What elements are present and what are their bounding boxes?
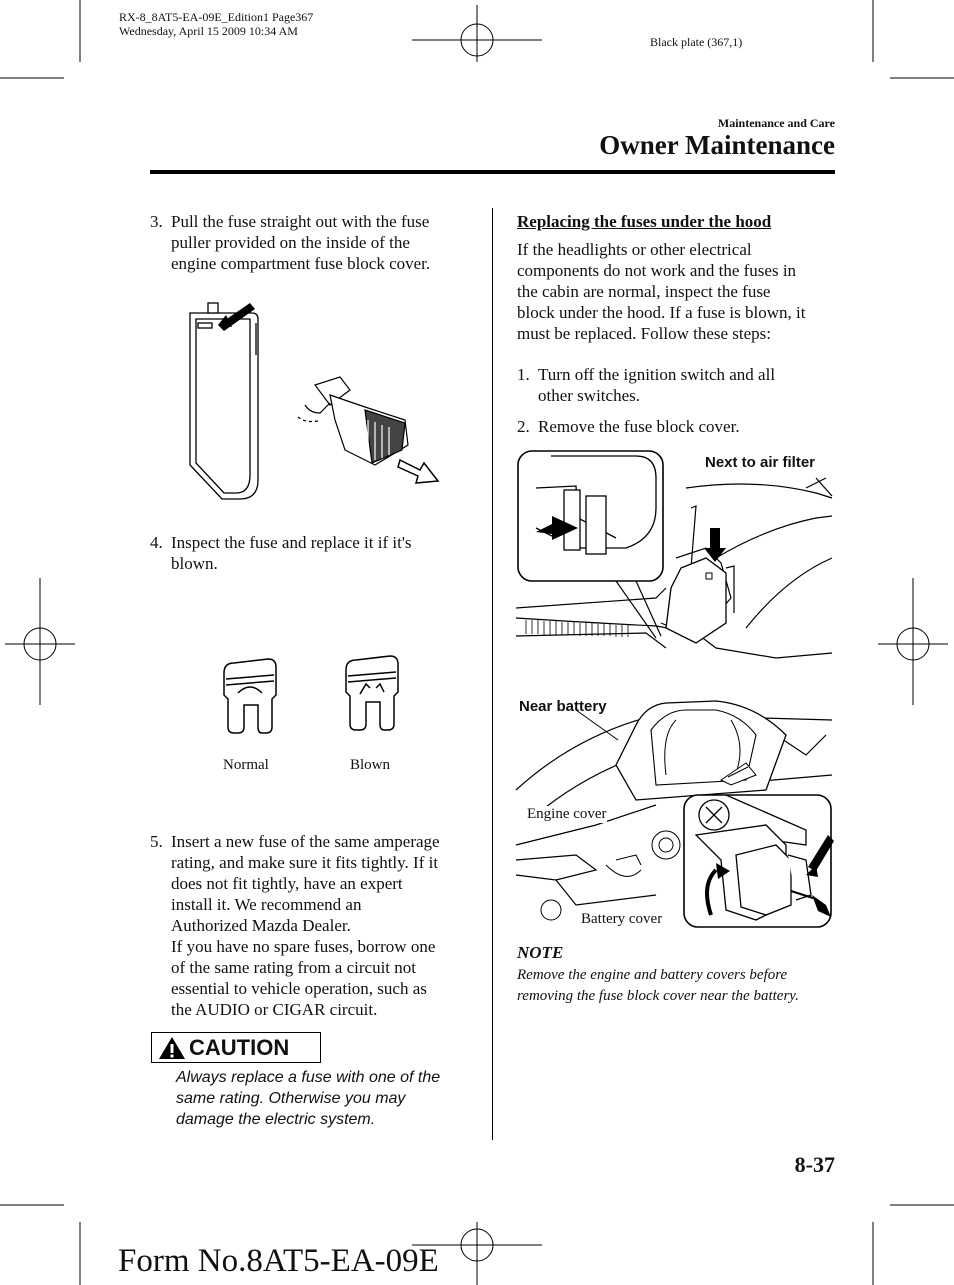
subsection-heading: Replacing the fuses under the hood bbox=[517, 212, 772, 231]
note-label: NOTE bbox=[517, 943, 564, 962]
step-5-line: of the same rating from a circuit not bbox=[171, 958, 416, 977]
step-3-number: 3. bbox=[150, 212, 163, 231]
label-engine-cover: Engine cover bbox=[527, 806, 607, 822]
print-job-line1: RX-8_8AT5-EA-09E_Edition1 Page367 bbox=[119, 10, 314, 24]
label-near-battery: Near battery bbox=[519, 698, 607, 715]
step-4-line: blown. bbox=[171, 554, 218, 573]
caution-line: damage the electric system. bbox=[176, 1111, 376, 1128]
section-category: Maintenance and Care bbox=[717, 116, 835, 130]
note-text bbox=[517, 965, 799, 1007]
step-4-line: Inspect the fuse and replace it if it's bbox=[171, 533, 412, 552]
intro-line: If the headlights or other electrical bbox=[517, 240, 752, 259]
label-battery-cover: Battery cover bbox=[581, 911, 663, 927]
step-1-line: Turn off the ignition switch and all bbox=[538, 365, 776, 384]
fuse-label-normal: Normal bbox=[223, 757, 269, 773]
registration-mark-right bbox=[878, 578, 948, 705]
step-3-line: puller provided on the inside of the bbox=[171, 233, 410, 252]
step-5-line: Insert a new fuse of the same amperage bbox=[171, 832, 440, 851]
label-next-to-air-filter: Next to air filter bbox=[705, 454, 816, 471]
note-line: removing the fuse block cover near the battery. bbox=[517, 988, 799, 1004]
intro-paragraph bbox=[517, 239, 847, 344]
fuse-puller-illustration bbox=[180, 295, 450, 505]
step-5-line: If you have no spare fuses, borrow one bbox=[171, 937, 436, 956]
step-5-number: 5. bbox=[150, 832, 163, 851]
step-5-line: does not fit tightly, have an expert bbox=[171, 874, 403, 893]
fuse-blown-illustration bbox=[342, 652, 402, 732]
step-4-number: 4. bbox=[150, 533, 163, 552]
fuse-label-blown: Blown bbox=[350, 757, 391, 773]
step-1-number: 1. bbox=[517, 365, 530, 384]
caution-box bbox=[151, 1032, 321, 1063]
page-number: 8-37 bbox=[794, 1152, 835, 1177]
step-2-number: 2. bbox=[517, 417, 530, 436]
intro-line: must be replaced. Follow these steps: bbox=[517, 324, 772, 343]
step-5-line: essential to vehicle operation, such as bbox=[171, 979, 427, 998]
column-divider bbox=[492, 208, 493, 1140]
print-job-info bbox=[119, 10, 313, 38]
step-5-line: rating, and make sure it fits tightly. If it bbox=[171, 853, 439, 872]
form-number: Form No.8AT5-EA-09E bbox=[118, 1243, 439, 1279]
note-line: Remove the engine and battery covers before bbox=[517, 967, 788, 983]
intro-line: block under the hood. If a fuse is blown, it bbox=[517, 303, 806, 322]
step-5-line: the AUDIO or CIGAR circuit. bbox=[171, 1000, 378, 1019]
warning-icon bbox=[158, 1036, 186, 1060]
intro-line: the cabin are normal, inspect the fuse bbox=[517, 282, 771, 301]
step-1-line: other switches. bbox=[538, 386, 640, 405]
step-5-line: Authorized Mazda Dealer. bbox=[171, 916, 351, 935]
header-rule bbox=[150, 170, 835, 174]
registration-mark-left bbox=[5, 578, 75, 705]
plate-info: Black plate (367,1) bbox=[650, 35, 743, 49]
intro-line: components do not work and the fuses in bbox=[517, 261, 797, 280]
caution-line: Always replace a fuse with one of the bbox=[176, 1069, 441, 1086]
registration-mark-top bbox=[412, 5, 542, 62]
step-5-line: install it. We recommend an bbox=[171, 895, 362, 914]
step-3-line: engine compartment fuse block cover. bbox=[171, 254, 431, 273]
section-title: Owner Maintenance bbox=[599, 130, 835, 160]
step-3-line: Pull the fuse straight out with the fuse bbox=[171, 212, 430, 231]
fuse-normal-illustration bbox=[220, 655, 280, 735]
caution-text bbox=[176, 1067, 440, 1130]
step-2-line: Remove the fuse block cover. bbox=[538, 417, 740, 436]
caution-label: CAUTION bbox=[189, 1035, 290, 1060]
caution-line: same rating. Otherwise you may bbox=[176, 1090, 406, 1107]
print-job-line2: Wednesday, April 15 2009 10:34 AM bbox=[119, 24, 298, 38]
fuse-block-air-filter-illustration bbox=[516, 448, 834, 670]
